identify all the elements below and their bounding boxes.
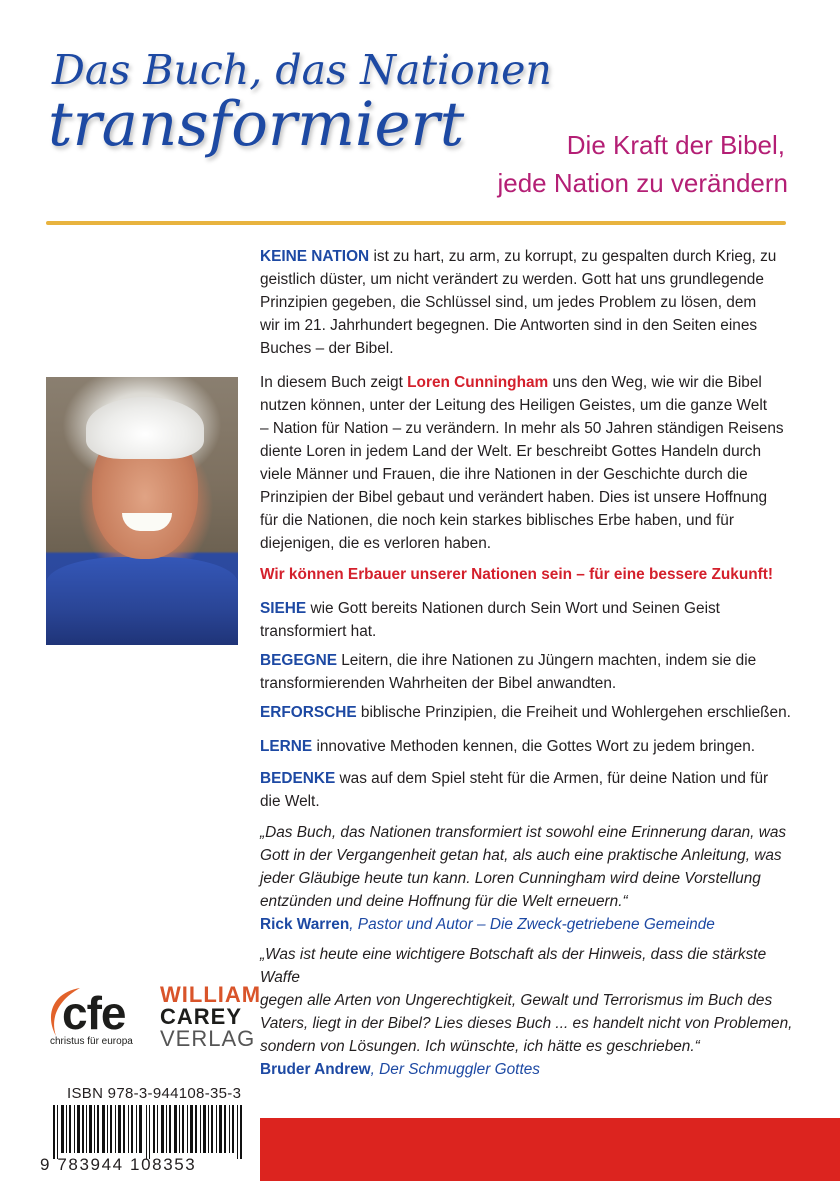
point-siehe-line-1 bbox=[260, 597, 800, 620]
quote1-author: Rick Warren bbox=[260, 916, 350, 933]
photo-hair bbox=[86, 397, 204, 459]
subtitle-line-2: jede Nation zu verändern bbox=[497, 168, 788, 198]
quote2-attribution bbox=[260, 1058, 800, 1081]
author-name: Loren Cunningham bbox=[407, 374, 549, 391]
quote1-role: , Pastor und Autor – Die Zweck-getriebene Gemeinde bbox=[349, 916, 715, 933]
desc-line-5: viele Männer und Frauen, die ihre Nationen in der Geschichte durch die bbox=[260, 466, 748, 483]
keyword-lerne: LERNE bbox=[260, 738, 313, 755]
keyword-erforsche: ERFORSCHE bbox=[260, 704, 357, 721]
point-begegne-line-1 bbox=[260, 649, 800, 672]
point-begegne-text: Leitern, die ihre Nationen zu Jüngern machten, indem sie die bbox=[336, 652, 757, 669]
intro-line-4: wir im 21. Jahrhundert begegnen. Die Antworten sind in den Seiten eines bbox=[260, 317, 758, 334]
quote2-role: , Der Schmuggler Gottes bbox=[370, 1061, 540, 1078]
point-bedenke-line-2: die Welt. bbox=[260, 793, 320, 810]
slogan: Wir können Erbauer unserer Nationen sein – für eine bessere Zukunft! bbox=[260, 566, 774, 583]
point-bedenke-line-1 bbox=[260, 767, 800, 790]
subtitle-line-1: Die Kraft der Bibel, bbox=[566, 130, 785, 160]
point-lerne-text: innovative Methoden kennen, die Gottes Wort zu jedem bringen. bbox=[312, 738, 756, 755]
book-subtitle bbox=[497, 126, 788, 202]
keyword-keine-nation: KEINE NATION bbox=[260, 248, 370, 265]
red-footer-bar bbox=[260, 1118, 840, 1181]
cfe-logo bbox=[44, 982, 154, 1048]
photo-shirt bbox=[46, 557, 238, 645]
desc-line-6: Prinzipien der Bibel gebaut und verändert haben. Dies ist unsere Hoffnung bbox=[260, 489, 768, 506]
desc-line-1 bbox=[260, 371, 800, 394]
book-title bbox=[48, 46, 552, 160]
desc-line-1-text: uns den Weg, wie wir die Bibel bbox=[548, 374, 762, 391]
wcv-line-1: WILLIAM bbox=[160, 982, 262, 1007]
keyword-begegne: BEGEGNE bbox=[260, 652, 337, 669]
title-line-2: transformiert bbox=[48, 89, 465, 160]
intro-line-5: Buches – der Bibel. bbox=[260, 340, 394, 357]
desc-line-7: für die Nationen, die noch kein starkes biblisches Erbe haben, und für bbox=[260, 512, 734, 529]
quote-rick-warren bbox=[260, 821, 800, 936]
cfe-wordmark: cfe bbox=[62, 987, 126, 1039]
point-bedenke-text: was auf dem Spiel steht für die Armen, für deine Nation und für bbox=[335, 770, 769, 787]
wcv-line-2: CAREY bbox=[160, 1004, 243, 1029]
point-erforsche-line-1 bbox=[260, 701, 800, 724]
desc-intro: In diesem Buch zeigt bbox=[260, 374, 408, 391]
quote1-attribution bbox=[260, 913, 800, 936]
barcode bbox=[53, 1105, 243, 1159]
desc-line-4: diente Loren in jedem Land der Welt. Er beschreibt Gottes Handeln durch bbox=[260, 443, 762, 460]
author-photo bbox=[46, 377, 238, 645]
point-begegne-line-2: transformierenden Wahrheiten der Bibel anwandten. bbox=[260, 675, 617, 692]
desc-line-2: nutzen können, unter der Leitung des Heiligen Geistes, um die ganze Welt bbox=[260, 397, 768, 414]
cfe-tagline: christus für europa bbox=[50, 1036, 133, 1047]
quote1-line-1: „Das Buch, das Nationen transformiert ist sowohl eine Erinnerung daran, was bbox=[260, 824, 787, 841]
intro-paragraph bbox=[260, 245, 800, 360]
description-paragraph bbox=[260, 371, 800, 555]
gold-divider bbox=[46, 221, 786, 225]
point-siehe-text: wie Gott bereits Nationen durch Sein Wort und Seinen Geist bbox=[306, 600, 720, 617]
quote2-author: Bruder Andrew bbox=[260, 1061, 371, 1078]
desc-line-3: – Nation für Nation – zu verändern. In mehr als 50 Jahren ständigen Reisens bbox=[260, 420, 784, 437]
quote2-line-4: sondern von Lösungen. Ich wünschte, ich hätte es geschrieben.“ bbox=[260, 1038, 700, 1055]
quote1-line-4: entzünden und deine Hoffnung für die Welt erneuern.“ bbox=[260, 893, 628, 910]
point-siehe bbox=[260, 597, 800, 643]
point-lerne-line-1 bbox=[260, 735, 800, 758]
quote1-line-2: Gott in der Vergangenheit getan hat, als auch eine praktische Anleitung, was bbox=[260, 847, 782, 864]
point-erforsche bbox=[260, 701, 800, 724]
william-carey-verlag-logo bbox=[160, 984, 261, 1050]
quote1-line-3: jeder Gläubige heute tun kann. Loren Cunningham wird deine Vorstellung bbox=[260, 870, 761, 887]
quote-bruder-andrew bbox=[260, 943, 800, 1081]
title-line-1: Das Buch, das Nationen bbox=[52, 46, 552, 94]
barcode-digits: 9 783944 108353 bbox=[40, 1155, 197, 1174]
intro-line-1 bbox=[260, 245, 800, 268]
point-erforsche-text: biblische Prinzipien, die Freiheit und Wohlergehen erschließen. bbox=[356, 704, 791, 721]
point-begegne bbox=[260, 649, 800, 695]
point-lerne bbox=[260, 735, 800, 758]
isbn-label: ISBN 978-3-944108-35-3 bbox=[67, 1085, 242, 1102]
quote2-line-2: gegen alle Arten von Ungerechtigkeit, Gewalt und Terrorismus im Buch des bbox=[260, 992, 773, 1009]
point-siehe-line-2: transformiert hat. bbox=[260, 623, 377, 640]
quote2-line-3: Vaters, liegt in der Bibel? Lies dieses Buch ... es handelt nicht von Problemen, bbox=[260, 1015, 793, 1032]
intro-line-2: geistlich düster, um nicht verändert zu werden. Gott hat uns grundlegende bbox=[260, 271, 764, 288]
quote2-line-1: „Was ist heute eine wichtigere Botschaft als der Hinweis, dass die stärkste Waffe bbox=[260, 946, 767, 986]
wcv-line-3: VERLAG bbox=[160, 1026, 256, 1051]
intro-line-1-text: ist zu hart, zu arm, zu korrupt, zu gespalten durch Krieg, zu bbox=[369, 248, 777, 265]
desc-line-8: diejenigen, die es verloren haben. bbox=[260, 535, 492, 552]
point-bedenke bbox=[260, 767, 800, 813]
keyword-bedenke: BEDENKE bbox=[260, 770, 336, 787]
keyword-siehe: SIEHE bbox=[260, 600, 307, 617]
intro-line-3: Prinzipien gegeben, die Schlüssel sind, um jedes Problem zu lösen, dem bbox=[260, 294, 757, 311]
